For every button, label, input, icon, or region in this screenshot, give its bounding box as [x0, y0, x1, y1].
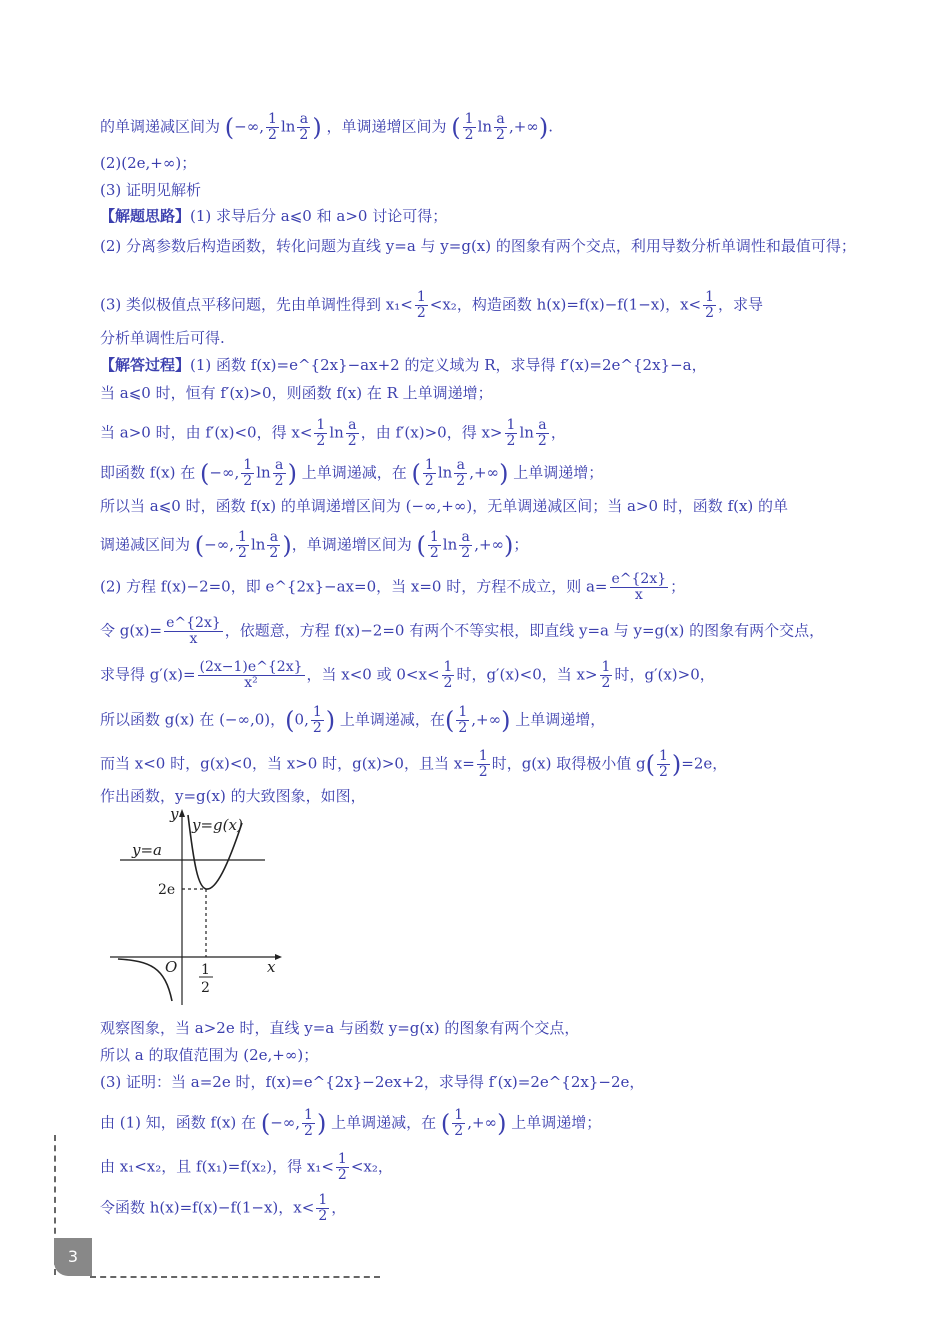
- text-line: 当 a⩽0 时，恒有 f′(x)>0，则函数 f(x) 在 R 上单调递增；: [100, 384, 493, 402]
- y-axis-arrow: [179, 809, 185, 817]
- text: 由 x₁<x₂，且 f(x₁)=f(x₂)，得 x₁<: [100, 1157, 334, 1176]
- x-axis-arrow: [275, 954, 282, 960]
- math: ln: [256, 463, 271, 482]
- paren: ): [538, 113, 549, 142]
- text: ，单调递增区间为: [326, 117, 447, 136]
- text-line: 作出函数，y=g(x) 的大致图象，如图，: [100, 787, 366, 805]
- fraction: $\frac{1}{2}$: [424, 457, 434, 489]
- text: 当 a>0 时，由 f′(x)<0，得 x<: [100, 423, 313, 442]
- paren: ): [316, 1109, 327, 1138]
- y-axis-label: y: [170, 805, 179, 823]
- math: ,+∞: [508, 117, 539, 136]
- math: ，: [550, 423, 566, 442]
- fraction: $\frac{(2x-1)e\^{}\{2x\}}{\text{x²}}$: [199, 659, 303, 691]
- text: 调递减区间为: [100, 535, 191, 554]
- section-tag: 【解答过程】: [100, 356, 191, 374]
- paren: ): [282, 531, 292, 560]
- text-line: [100, 355, 707, 375]
- fraction: $\frac{1}{2}$: [316, 417, 326, 449]
- text: 上单调递增；: [513, 463, 604, 482]
- fraction: $\frac{a}{2}$: [537, 417, 547, 449]
- paren: (: [444, 706, 455, 735]
- math: −∞,: [209, 463, 240, 482]
- math: −∞,: [270, 1113, 301, 1132]
- text-line: 分析单调性后可得.: [100, 329, 225, 347]
- paren: (: [645, 750, 655, 779]
- text: 上单调递减，在: [339, 710, 445, 729]
- text: (1) 求导后分 a⩽0 和 a>0 讨论可得；: [190, 207, 448, 225]
- fraction: $\frac{1}{2}$: [601, 659, 611, 691]
- text-line: [100, 530, 528, 561]
- paren: ): [504, 531, 514, 560]
- text-line: 所以当 a⩽0 时，函数 f(x) 的单调递增区间为 (−∞,+∞)，无单调递减区间；当 a>0 时，函数 f(x) 的单: [100, 497, 789, 515]
- fraction: $\frac{1}{2}$: [337, 1151, 347, 1183]
- text-line: (3) 证明见解析: [100, 181, 202, 199]
- paren: ): [325, 706, 336, 735]
- paren: ): [497, 1109, 507, 1138]
- math: 0,: [294, 710, 309, 729]
- text: ，当 x<0 或 0<x<: [306, 665, 440, 684]
- math: ln: [519, 423, 534, 442]
- page-number: 3: [54, 1238, 92, 1276]
- fraction: $\frac{a}{2}$: [269, 529, 279, 561]
- math: ln: [437, 463, 453, 482]
- text: 时，g′(x)<0，当 x>: [456, 665, 598, 684]
- text-line: [100, 418, 566, 449]
- fraction: $\frac{1}{2}$: [318, 1192, 328, 1224]
- paren: (: [260, 1109, 271, 1138]
- fraction: $\frac{1}{2}$: [429, 529, 439, 561]
- line-label: y=a: [132, 841, 162, 859]
- text: <x₂，: [350, 1157, 393, 1176]
- math: −∞,: [234, 117, 265, 136]
- text-line: 观察图象，当 a>2e 时，直线 y=a 与函数 y=g(x) 的图象有两个交点，: [100, 1019, 580, 1037]
- math: ；: [670, 577, 686, 596]
- text-line: [100, 290, 763, 321]
- paren: (: [440, 1109, 451, 1138]
- fraction: $\frac{1}{2}$: [238, 529, 247, 561]
- fraction: $\frac{1}{2}$: [705, 289, 715, 321]
- text: 令函数 h(x)=f(x)−f(1−x)，x<: [100, 1198, 315, 1217]
- math: ln: [250, 535, 266, 554]
- x-axis-label: x: [267, 958, 276, 976]
- text: ，: [331, 1198, 347, 1217]
- math: ,+∞: [474, 535, 505, 554]
- min-value-label: 2e: [158, 882, 176, 898]
- text: 而当 x<0 时，g(x)<0，当 x>0 时，g(x)>0，且当 x=: [100, 754, 475, 773]
- text-line: [100, 660, 715, 691]
- text: 由 (1) 知，函数 f(x) 在: [100, 1113, 257, 1132]
- fraction: $\frac{1}{2}$: [458, 704, 468, 736]
- text: 即函数 f(x) 在: [100, 463, 196, 482]
- fraction: $\frac{1}{2}$: [243, 457, 253, 489]
- text: 令 g(x)=: [100, 621, 163, 640]
- text: 求导得 g′(x)=: [100, 665, 196, 684]
- fraction: $\frac{1}{2}$: [454, 1107, 464, 1139]
- text: 的单调递减区间为: [100, 117, 221, 136]
- text-line: [100, 616, 824, 647]
- math: ln: [442, 535, 458, 554]
- function-graph: [110, 805, 290, 1010]
- fraction: $\frac{1}{2}$: [416, 289, 426, 321]
- paren: ): [312, 113, 322, 142]
- text-line: (2)(2e,+∞)；: [100, 154, 197, 172]
- text: 时，g′(x)>0，: [614, 665, 715, 684]
- paren: (: [411, 459, 421, 488]
- math: ln: [329, 423, 344, 442]
- math: ；: [513, 535, 529, 554]
- fraction: $\frac{a}{2}$: [496, 111, 505, 143]
- text: 所以函数 g(x) 在 (−∞,0)，: [100, 710, 286, 729]
- text: =2e，: [681, 754, 728, 773]
- text: 上单调递增；: [511, 1113, 602, 1132]
- fraction: $\frac{1}{2}$: [312, 704, 322, 736]
- text-line: [100, 206, 447, 226]
- paren: (: [285, 706, 295, 735]
- text-line: (3) 证明：当 a=2e 时，f(x)=e^{2x}−2ex+2，求导得 f′(x)=2e^{2x}−2e，: [100, 1073, 645, 1091]
- fraction: $\frac{1}{2}$: [658, 748, 668, 780]
- fraction: $\frac{a}{2}$: [299, 111, 309, 143]
- fraction: $\frac{a}{2}$: [461, 529, 471, 561]
- text-line: [100, 705, 605, 736]
- text: (1) 函数 f(x)=e^{2x}−ax+2 的定义域为 R，求导得 f′(x)=2e^{2x}−a，: [190, 356, 707, 374]
- text-line: [100, 1193, 346, 1224]
- text: 上单调递增，: [515, 710, 606, 729]
- paren: ): [499, 459, 509, 488]
- text: (2) 方程 f(x)−2=0，即 e^{2x}−ax=0，当 x=0 时，方程不成立，则 a=: [100, 577, 608, 596]
- paren: ): [287, 459, 297, 488]
- text-line: [100, 749, 727, 780]
- origin-label: O: [165, 958, 178, 976]
- text-line: [100, 572, 685, 603]
- math: ,+∞: [469, 463, 500, 482]
- text: ，单调递增区间为: [291, 535, 412, 554]
- text-line: [100, 458, 603, 489]
- paren: ): [671, 750, 682, 779]
- text: 上单调递减，在: [331, 1113, 437, 1132]
- text-line: (2) 分离参数后构造函数，转化问题为直线 y=a 与 y=g(x) 的图象有两个交点，利用导数分析单调性和最值可得；: [100, 237, 856, 255]
- half-numerator: 1: [201, 962, 210, 978]
- text-line: [100, 1108, 601, 1139]
- paren: (: [416, 531, 426, 560]
- math: ,+∞: [467, 1113, 498, 1132]
- math: .: [548, 117, 553, 136]
- text: ，求导: [718, 295, 764, 314]
- text-line: [100, 1152, 393, 1183]
- half-denominator: 2: [201, 980, 210, 996]
- math: −∞,: [204, 535, 235, 554]
- text: ，构造函数 h(x)=f(x)−f(1−x)，x<: [456, 295, 702, 314]
- page-border-dashed-bottom: [90, 1276, 380, 1278]
- text: ，依题意，方程 f(x)−2=0 有两个不等实根，即直线 y=a 与 y=g(x) 的图象有两个交点，: [224, 621, 825, 640]
- math: ln: [477, 117, 493, 136]
- paren: (: [451, 113, 461, 142]
- fraction: $\frac{e\^{}\{2x\}}{x}$: [611, 571, 667, 603]
- fraction: $\frac{1}{2}$: [304, 1107, 313, 1139]
- text: ，由 f′(x)>0，得 x>: [360, 423, 503, 442]
- paren: (: [224, 113, 235, 142]
- math: ,+∞: [471, 710, 502, 729]
- paren: (: [194, 531, 205, 560]
- math: ₁<: [394, 295, 413, 314]
- text-line: 所以 a 的取值范围为 (2e,+∞)；: [100, 1046, 319, 1064]
- fraction: $\frac{1}{2}$: [506, 417, 516, 449]
- fraction: $\frac{e\^{}\{2x\}}{x}$: [166, 615, 221, 647]
- text: (3) 类似极值点平移问题，先由单调性得到 x: [100, 295, 395, 314]
- curve-left-branch: [118, 959, 172, 1001]
- text: 时，g(x) 取得极小值 g: [491, 754, 646, 773]
- fraction: $\frac{a}{2}$: [456, 457, 466, 489]
- math: ln: [280, 117, 296, 136]
- text: 上单调递减，在: [301, 463, 407, 482]
- fraction: $\frac{a}{2}$: [274, 457, 284, 489]
- section-tag: 【解题思路】: [100, 207, 191, 225]
- paren: (: [200, 459, 210, 488]
- paren: ): [501, 706, 511, 735]
- math: <x₂: [429, 295, 457, 314]
- fraction: $\frac{1}{2}$: [268, 111, 277, 143]
- fraction: $\frac{1}{2}$: [443, 659, 453, 691]
- text-line: [100, 112, 553, 143]
- fraction: $\frac{1}{2}$: [464, 111, 474, 143]
- fraction: $\frac{1}{2}$: [478, 748, 488, 780]
- fraction: $\frac{a}{2}$: [347, 417, 357, 449]
- curve-label: y=g(x): [192, 816, 243, 834]
